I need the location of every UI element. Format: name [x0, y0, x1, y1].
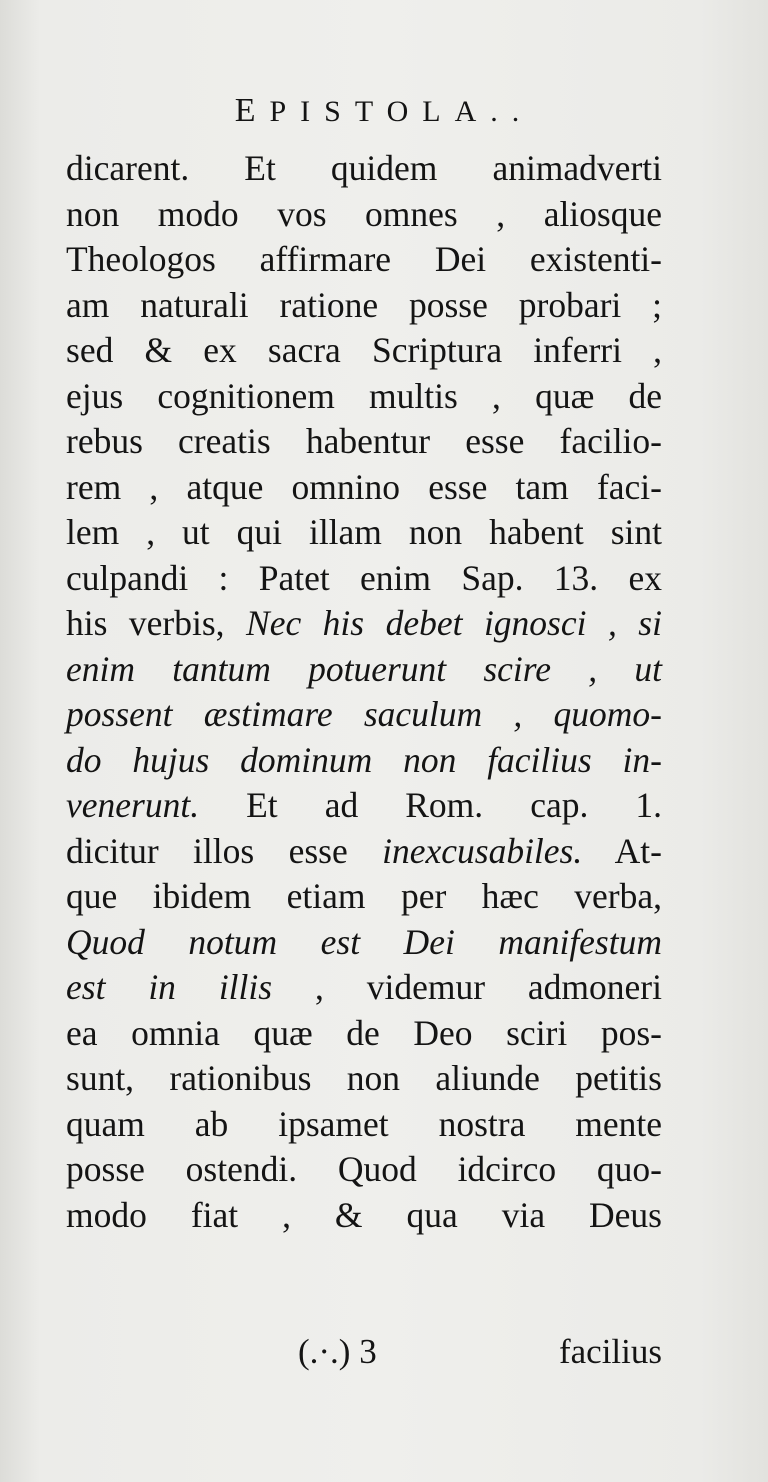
text-segment: At- [582, 830, 662, 871]
italic-segment: Quod notum est Dei manifestum [66, 921, 662, 962]
header-initial: E [234, 92, 270, 129]
text-segment: sed & ex sacra Scriptura inferri , [66, 330, 662, 370]
header-rest: PISTOLA.. [269, 95, 534, 128]
text-segment: Et ad Rom. cap. 1. [199, 785, 662, 825]
text-line [66, 237, 662, 283]
text-line [66, 419, 662, 465]
italic-segment: possent æstimare saculum , quomo- [66, 694, 662, 734]
text-segment: lem , ut qui illam non habent sint [66, 512, 662, 552]
text-segment: ea omnia quæ de Deo sciri pos- [66, 1012, 662, 1053]
text-line [66, 283, 662, 329]
text-line [66, 374, 662, 420]
italic-segment: enim tantum potuerunt scire , ut [66, 648, 662, 689]
text-line [66, 601, 662, 647]
text-line [66, 465, 662, 511]
text-segment: quam ab ipsamet nostra mente [66, 1103, 662, 1144]
text-line [66, 1011, 662, 1057]
text-segment: , videmur admoneri [272, 967, 662, 1007]
text-line [66, 510, 662, 556]
text-line [66, 920, 662, 966]
text-segment: dicarent. Et quidem animadverti [66, 148, 662, 188]
text-line [66, 1102, 662, 1148]
italic-segment: Nec his debet ignosci , si [246, 603, 662, 643]
text-line [66, 783, 662, 829]
text-segment: sunt, rationibus non aliunde petitis [66, 1058, 662, 1098]
catchword: facilius [558, 1332, 662, 1371]
italic-segment: est in illis [66, 967, 273, 1007]
text-line [66, 1056, 662, 1102]
text-segment: his verbis, [66, 603, 247, 643]
text-segment: rebus creatis habentur esse facilio- [66, 421, 662, 461]
text-segment: que ibidem etiam per hæc verba, [66, 876, 662, 916]
text-segment: culpandi : Patet enim Sap. 13. ex [66, 557, 662, 598]
text-segment: modo fiat , & qua via Deus [66, 1194, 662, 1235]
text-segment: Theologos affirmare Dei existenti- [66, 239, 662, 279]
text-segment: am naturali ratione posse probari ; [66, 284, 662, 325]
text-segment: dicitur illos esse [66, 830, 383, 871]
text-segment: non modo vos omnes , aliosque [66, 193, 662, 234]
text-segment: ejus cognitionem multis , quæ de [66, 375, 662, 416]
text-line [66, 829, 662, 875]
text-line [66, 328, 662, 374]
text-segment: rem , atque omnino esse tam faci- [66, 466, 662, 507]
text-line [66, 874, 662, 920]
italic-segment: do hujus dominum non facilius in- [66, 739, 662, 780]
text-line [66, 146, 662, 192]
body-text [66, 146, 662, 1238]
text-line [66, 1147, 662, 1193]
text-line [66, 965, 662, 1011]
italic-segment: venerunt. [66, 785, 200, 825]
signature-mark: (.·.) 3 [298, 1332, 377, 1371]
page-footer [66, 1332, 662, 1378]
running-header [0, 92, 768, 130]
text-line [66, 692, 662, 738]
text-line [66, 556, 662, 602]
text-line [66, 738, 662, 784]
text-line [66, 1193, 662, 1239]
text-line [66, 192, 662, 238]
italic-segment: inexcusabiles. [382, 830, 583, 871]
text-line [66, 647, 662, 693]
text-segment: posse ostendi. Quod idcirco quo- [66, 1149, 662, 1189]
